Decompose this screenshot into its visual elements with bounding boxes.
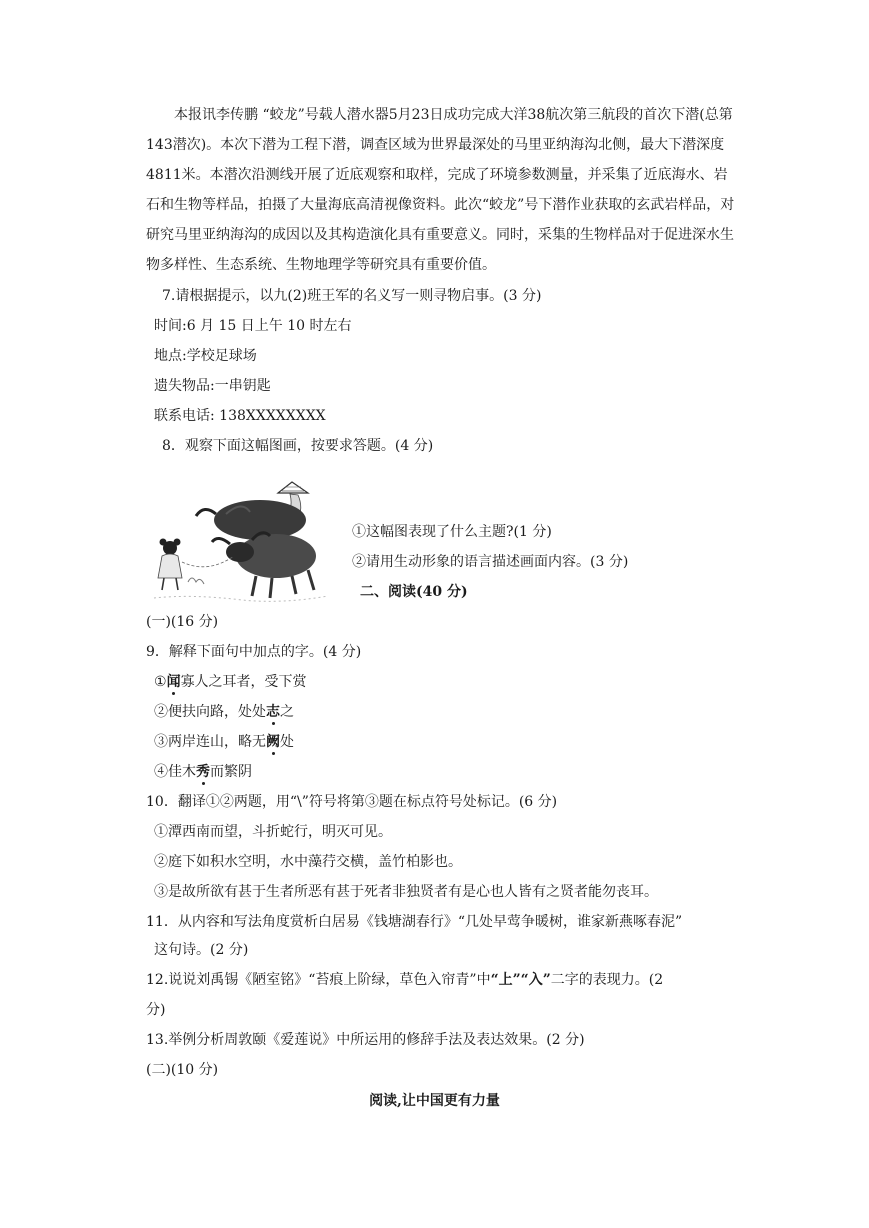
dotted-character: 秀 (196, 764, 210, 780)
q12-line-2: 分) (146, 1002, 166, 1018)
buffalo-back-icon (196, 500, 306, 540)
q11-line-2: 这句诗。(2 分) (154, 942, 249, 958)
q7-phone: 联系电话: 138XXXXXXXX (154, 408, 326, 424)
part-1-label: (一)(16 分) (146, 614, 219, 630)
q9-item-3 (154, 732, 294, 752)
dotted-character: 志 (266, 704, 280, 720)
q10-item-2: ②庭下如积水空明，水中藻荇交横，盖竹柏影也。 (154, 854, 462, 870)
article-title: 阅读,让中国更有力量 (369, 1093, 500, 1109)
buffalo-front-icon (212, 533, 316, 598)
item-text: 寡人之耳者，受下赏 (180, 674, 307, 690)
q8-subquestion-2: ②请用生动形象的语言描述画面内容。(3 分) (352, 554, 629, 570)
section-2-heading: 二、阅读(40 分) (360, 584, 468, 600)
q7-prompt: 7.请根据提示，以九(2)班王军的名义写一则寻物启事。(3 分) (162, 288, 542, 304)
dotted-character: 阙 (266, 734, 280, 750)
straw-hat-icon (278, 482, 308, 493)
q10-item-1: ①潭西南而望，斗折蛇行，明灭可见。 (154, 824, 392, 840)
item-text: ④佳木 (154, 764, 196, 780)
q12-highlighted-chars: “上”“入” (490, 972, 551, 988)
item-text: ③两岸连山，略无 (154, 734, 266, 750)
item-text: ②便扶向路，处处 (154, 704, 266, 720)
q10-prompt: 10．翻译①②两题，用“\”符号将第③题在标点符号处标记。(6 分) (146, 794, 558, 810)
q8-prompt: 8．观察下面这幅图画，按要求答题。(4 分) (162, 438, 434, 454)
q13-prompt: 13.举例分析周敦颐《爱莲说》中所运用的修辞手法及表达效果。(2 分) (146, 1032, 585, 1048)
item-text: 而繁阴 (210, 764, 252, 780)
q9-item-4 (154, 762, 252, 782)
q9-item-2 (154, 702, 294, 722)
q7-place: 地点:学校足球场 (154, 348, 257, 364)
part-2-label: (二)(10 分) (146, 1062, 219, 1078)
item-marker: ① (154, 674, 167, 690)
q10-item-3: ③是故所欲有甚于生者所恶有甚于死者非独贤者有是心也人皆有之贤者能勿丧耳。 (154, 884, 658, 900)
q8-subquestion-1: ①这幅图表现了什么主题?(1 分) (352, 524, 552, 540)
dotted-character: 闻 (166, 674, 181, 690)
q12-text: 12.说说刘禹锡《陋室铭》“苔痕上阶绿，草色入帘青”中 (146, 972, 491, 988)
item-text: 处 (280, 734, 294, 750)
news-paragraph: 本报讯李传鹏 “蛟龙”号载人潜水器5月23日成功完成大洋38航次第三航段的首次下潜(总第143潜次)。本次下潜为工程下潜，调查区域为世界最深处的马里亚纳海沟北侧，最大下潜深度4811米。本潜次沿测线开展了近底观察和取样，完成了环境参数测量，并采集了近底海水、岩石和生物等样品，拍摄了大量海底高清视像资料。此次“蛟龙”号下潜作业获取的玄武岩样品，对研究马里亚纳海沟的成因以及其构造演化具有重要意义。同时，采集的生物样品对于促进深水生物多样性、生态系统、生物地理学等研究具有重要价值。 (146, 107, 735, 273)
q7-item: 遗失物品:一串钥匙 (154, 378, 271, 394)
q9-prompt: 9．解释下面句中加点的字。(4 分) (146, 644, 362, 660)
q9-item-1 (154, 672, 307, 692)
child-icon (158, 539, 182, 591)
q12-line-1 (146, 970, 663, 990)
q11-line-1: 11．从内容和写法角度赏析白居易《钱塘湖春行》“几处早莺争暖树，谁家新燕啄春泥” (146, 914, 683, 930)
q7-time: 时间:6 月 15 日上午 10 时左右 (154, 318, 352, 334)
buffalo-girl-illustration (152, 478, 332, 608)
item-text: 之 (280, 704, 294, 720)
q12-text: 二字的表现力。(2 (550, 972, 664, 988)
